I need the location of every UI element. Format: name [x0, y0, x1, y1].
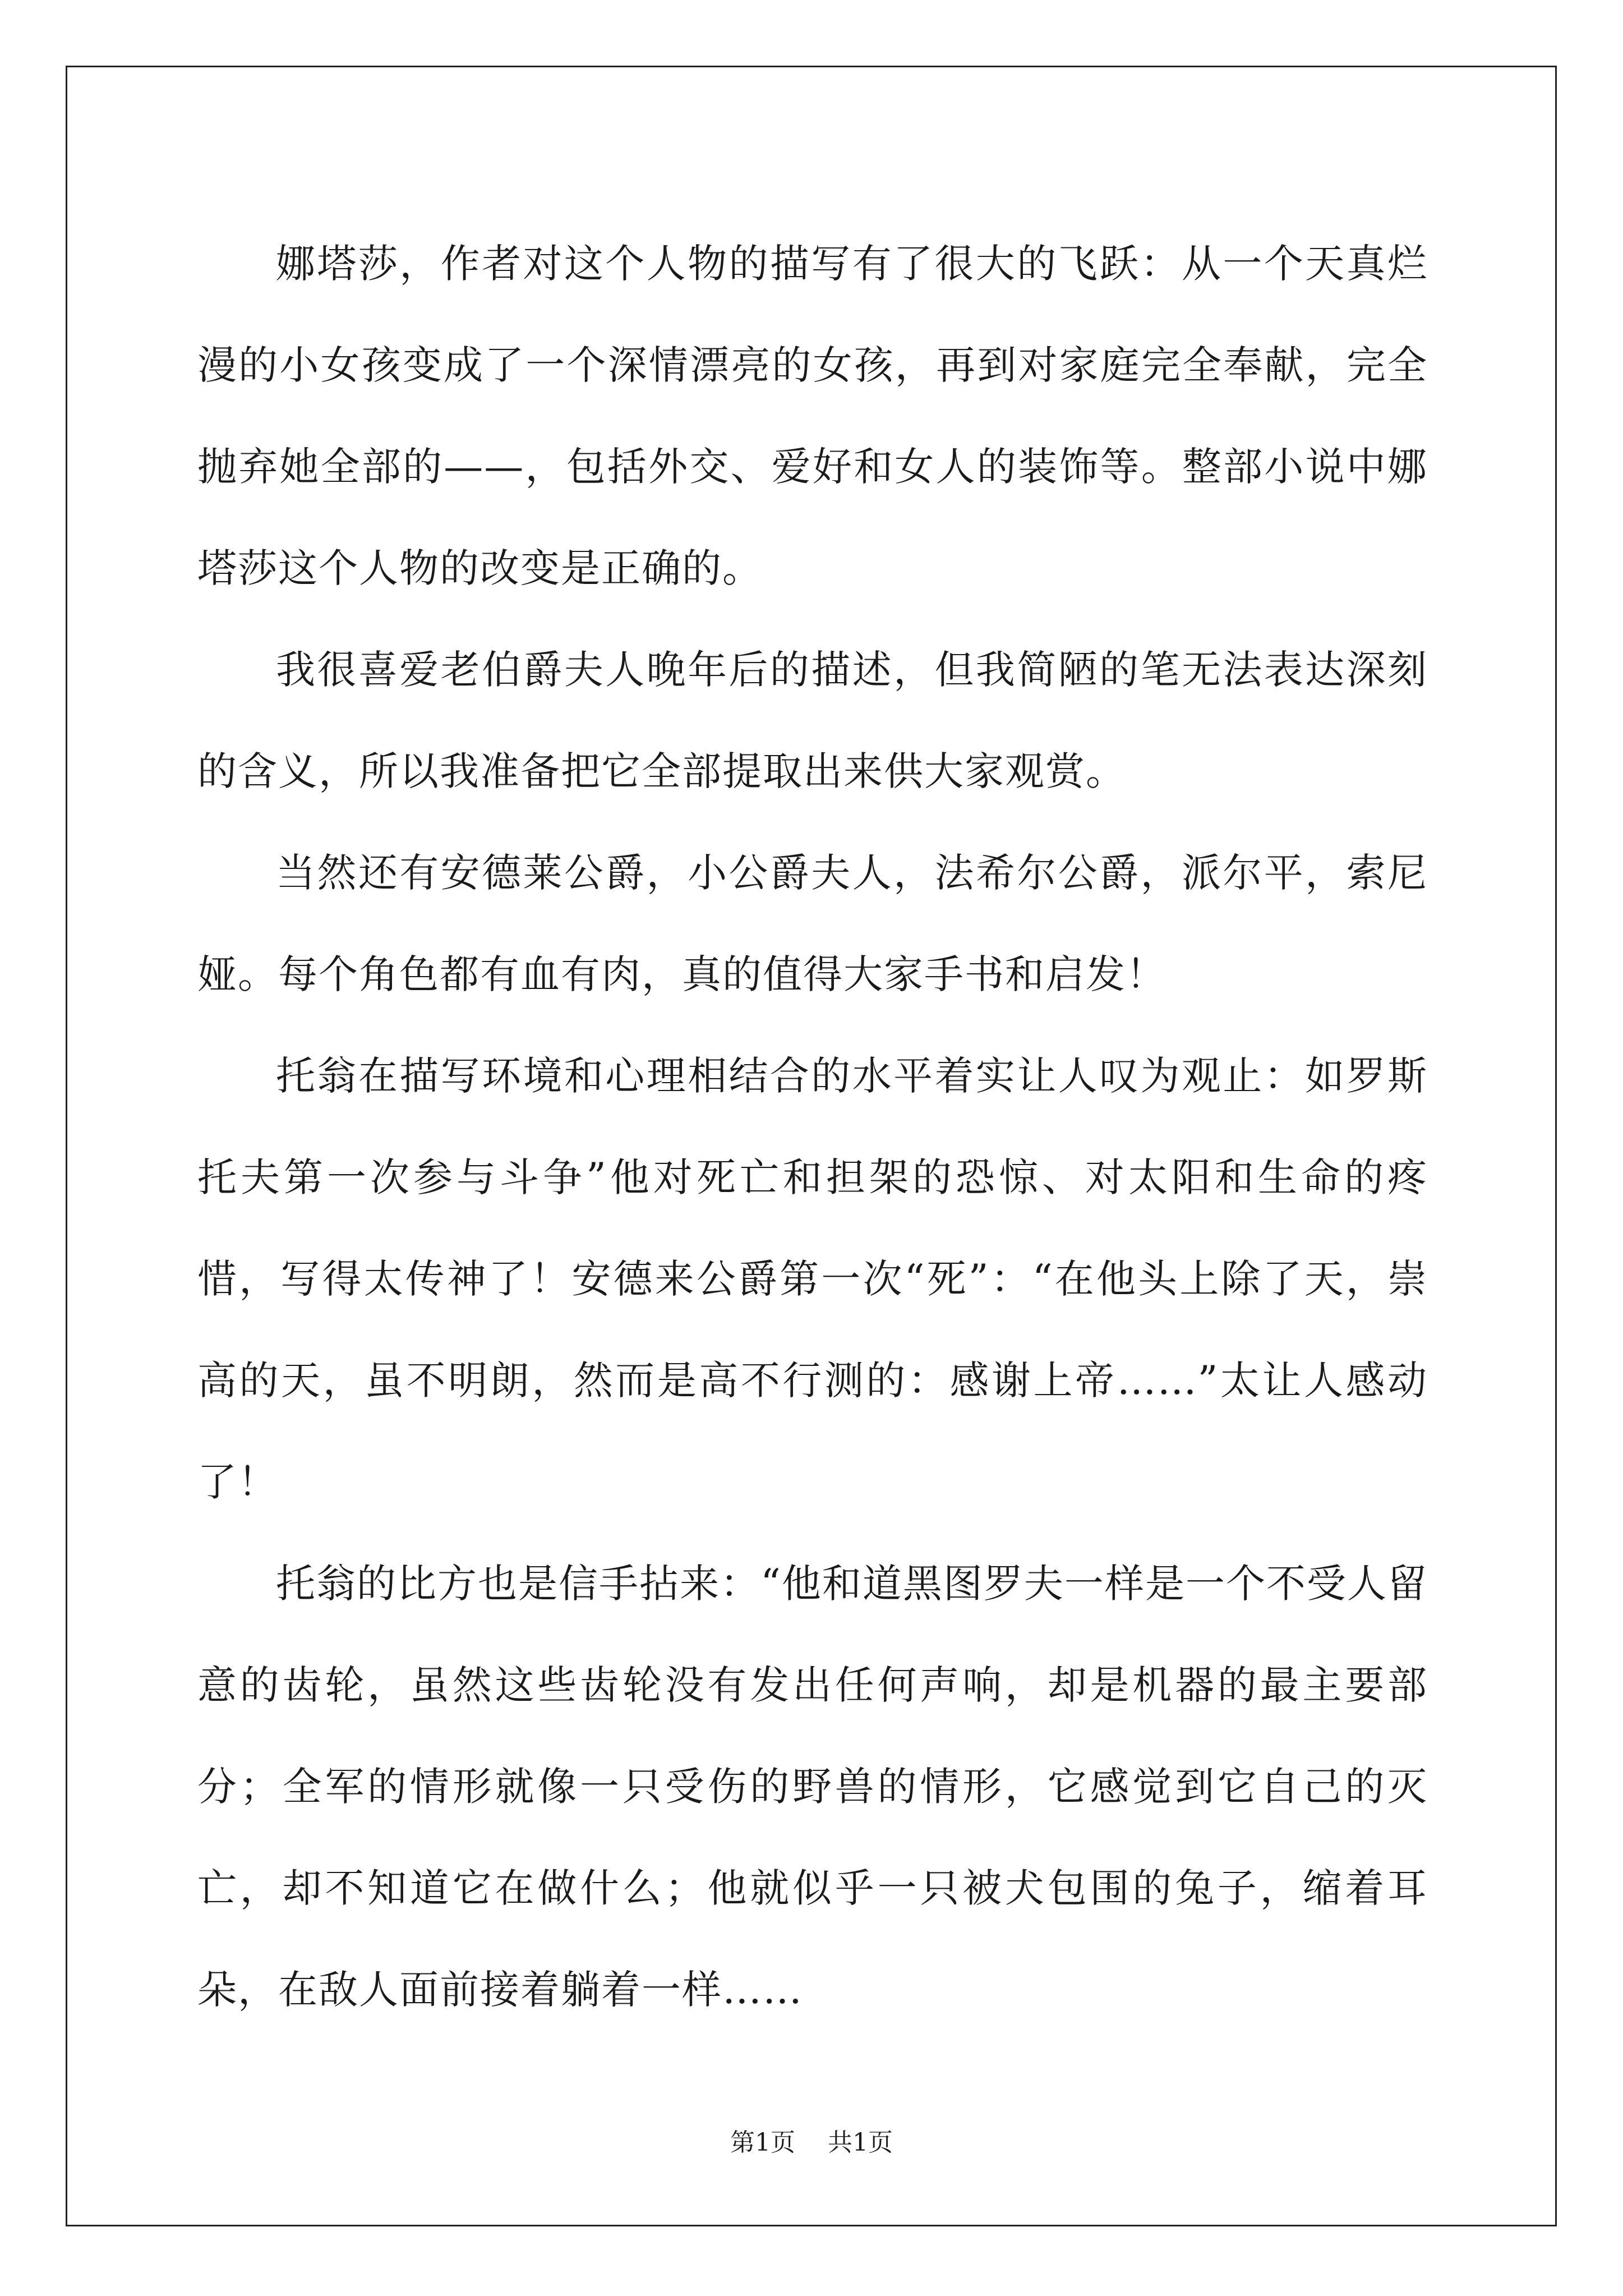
- document-body: [197, 213, 1428, 2041]
- paragraph-old-countess: 我很喜爱老伯爵夫人晚年后的描述，但我简陋的笔无法表达深刻的含义，所以我准备把它全部提取出来供大家观赏。: [197, 647, 1428, 794]
- paragraph-characters: 当然还有安德莱公爵，小公爵夫人，法希尔公爵，派尔平，索尼娅。每个角色都有血有肉，真的值得大家手书和启发！: [197, 850, 1428, 997]
- page-total: 共1页: [828, 2128, 893, 2157]
- page-number: 第1页: [730, 2128, 795, 2157]
- paragraph-natasha: 娜塔莎，作者对这个人物的描写有了很大的飞跃：从一个天真烂漫的小女孩变成了一个深情漂亮的女孩，再到对家庭完全奉献，完全抛弃她全部的——，包括外交、爱好和女人的装饰等。整部小说中娜塔莎这个人物的改变是正确的。: [197, 241, 1428, 591]
- page-footer: [0, 2126, 1623, 2160]
- paragraph-metaphors: 托翁的比方也是信手拈来：“他和道黑图罗夫一样是一个不受人留意的齿轮，虽然这些齿轮没有发出任何声响，却是机器的最主要部分；全军的情形就像一只受伤的野兽的情形，它感觉到它自己的灭亡，却不知道它在做什么；他就似乎一只被犬包围的兔子，缩着耳朵，在敌人面前接着躺着一样……: [197, 1561, 1428, 2013]
- paragraph-environment-psychology: 托翁在描写环境和心理相结合的水平着实让人叹为观止：如罗斯托夫第一次参与斗争”他对死亡和担架的恐惊、对太阳和生命的疼惜，写得太传神了！安德来公爵第一次“死”：“在他头上除了天，崇高的天，虽不明朗，然而是高不行测的：感谢上帝……”太让人感动了！: [197, 1053, 1428, 1505]
